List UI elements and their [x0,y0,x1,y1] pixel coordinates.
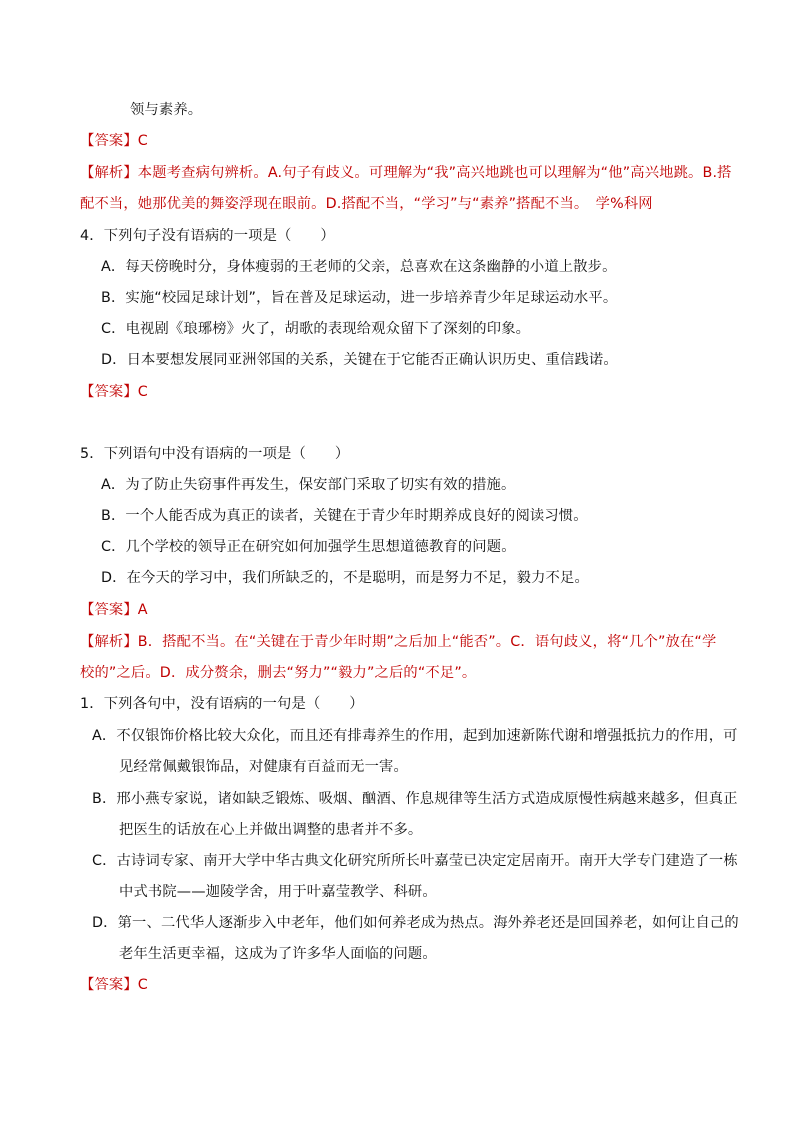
analysis-text: 校的”之后。D．成分赘余，删去“努力”“毅力”之后的“不足”。 [80,665,477,681]
option-d: D．在今天的学习中，我们所缺乏的，不是聪明，而是努力不足，毅力不足。 [101,570,589,586]
answer-value: C [137,133,148,149]
question-stem: 1．下列各句中，没有语病的一句是（ ） [80,696,364,712]
answer-tag: 【答案】 [80,384,138,400]
answer-line [80,600,148,620]
answer-line [80,131,148,151]
option-c: C．古诗词专家、南开大学中华古典文化研究所所长叶嘉莹已决定定居南开。南开大学专门建造了一栋 [92,853,738,869]
option-d: D．日本要想发展同亚洲邻国的关系，关键在于它能否正确认识历史、重信践诺。 [101,352,618,368]
option-b-continued: 把医生的话放在心上并做出调整的患者并不多。 [119,822,423,838]
option-d: D．第一、二代华人逐渐步入中老年，他们如何养老成为热点。海外养老还是回国养老，如何让自己的 [92,915,739,931]
analysis-text: 本题考查病句辨析。A.句子有歧义。可理解为“我”高兴地跳也可以理解为“他”高兴地跳。B.搭 [137,165,732,181]
analysis-tag: 【解析】 [80,634,138,650]
option-a-continued: 见经常佩戴银饰品，对健康有百益而无一害。 [119,759,408,775]
option-d-continued: 老年生活更幸福，这成为了许多华人面临的问题。 [119,946,437,962]
answer-value: A [137,602,148,618]
continuation-text: 领与素养。 [130,102,203,118]
option-b: B．邢小燕专家说，诸如缺乏锻炼、吸烟、酗酒、作息规律等生活方式造成原慢性病越来越多，但真正 [92,791,738,807]
analysis-line [80,632,716,652]
option-a: A．为了防止失窃事件再发生，保安部门采取了切实有效的措施。 [101,477,516,493]
option-b: B．实施“校园足球计划”，旨在普及足球运动，进一步培养青少年足球运动水平。 [101,290,618,306]
answer-value: C [137,977,148,993]
analysis-line [80,163,732,183]
question-stem: 5．下列语句中没有语病的一项是（ ） [80,446,350,462]
answer-line [80,382,148,402]
answer-value: C [137,384,148,400]
answer-line [80,975,148,995]
option-c: C．几个学校的领导正在研究如何加强学生思想道德教育的问题。 [101,539,516,555]
answer-tag: 【答案】 [80,977,138,993]
answer-tag: 【答案】 [80,133,138,149]
analysis-text: B．搭配不当。在“关键在于青少年时期”之后加上“能否”。C．语句歧义，将“几个”放在“学 [137,634,717,650]
option-a: A．每天傍晚时分，身体瘦弱的王老师的父亲，总喜欢在这条幽静的小道上散步。 [101,259,617,275]
answer-tag: 【答案】 [80,602,138,618]
analysis-text: 配不当，她那优美的舞姿浮现在眼前。D.搭配不当，“学习”与“素养”搭配不当。 学%科网 [80,196,653,212]
option-a: A．不仅银饰价格比较大众化，而且还有排毒养生的作用，起到加速新陈代谢和增强抵抗力的作用，可 [92,728,738,744]
analysis-tag: 【解析】 [80,165,138,181]
question-stem: 4．下列句子没有语病的一项是（ ） [80,228,335,244]
option-b: B．一个人能否成为真正的读者，关键在于青少年时期养成良好的阅读习惯。 [101,508,588,524]
option-c-continued: 中式书院——迦陵学舍，用于叶嘉莹教学、科研。 [119,884,437,900]
option-c: C．电视剧《琅琊榜》火了，胡歌的表现给观众留下了深刻的印象。 [101,321,531,337]
